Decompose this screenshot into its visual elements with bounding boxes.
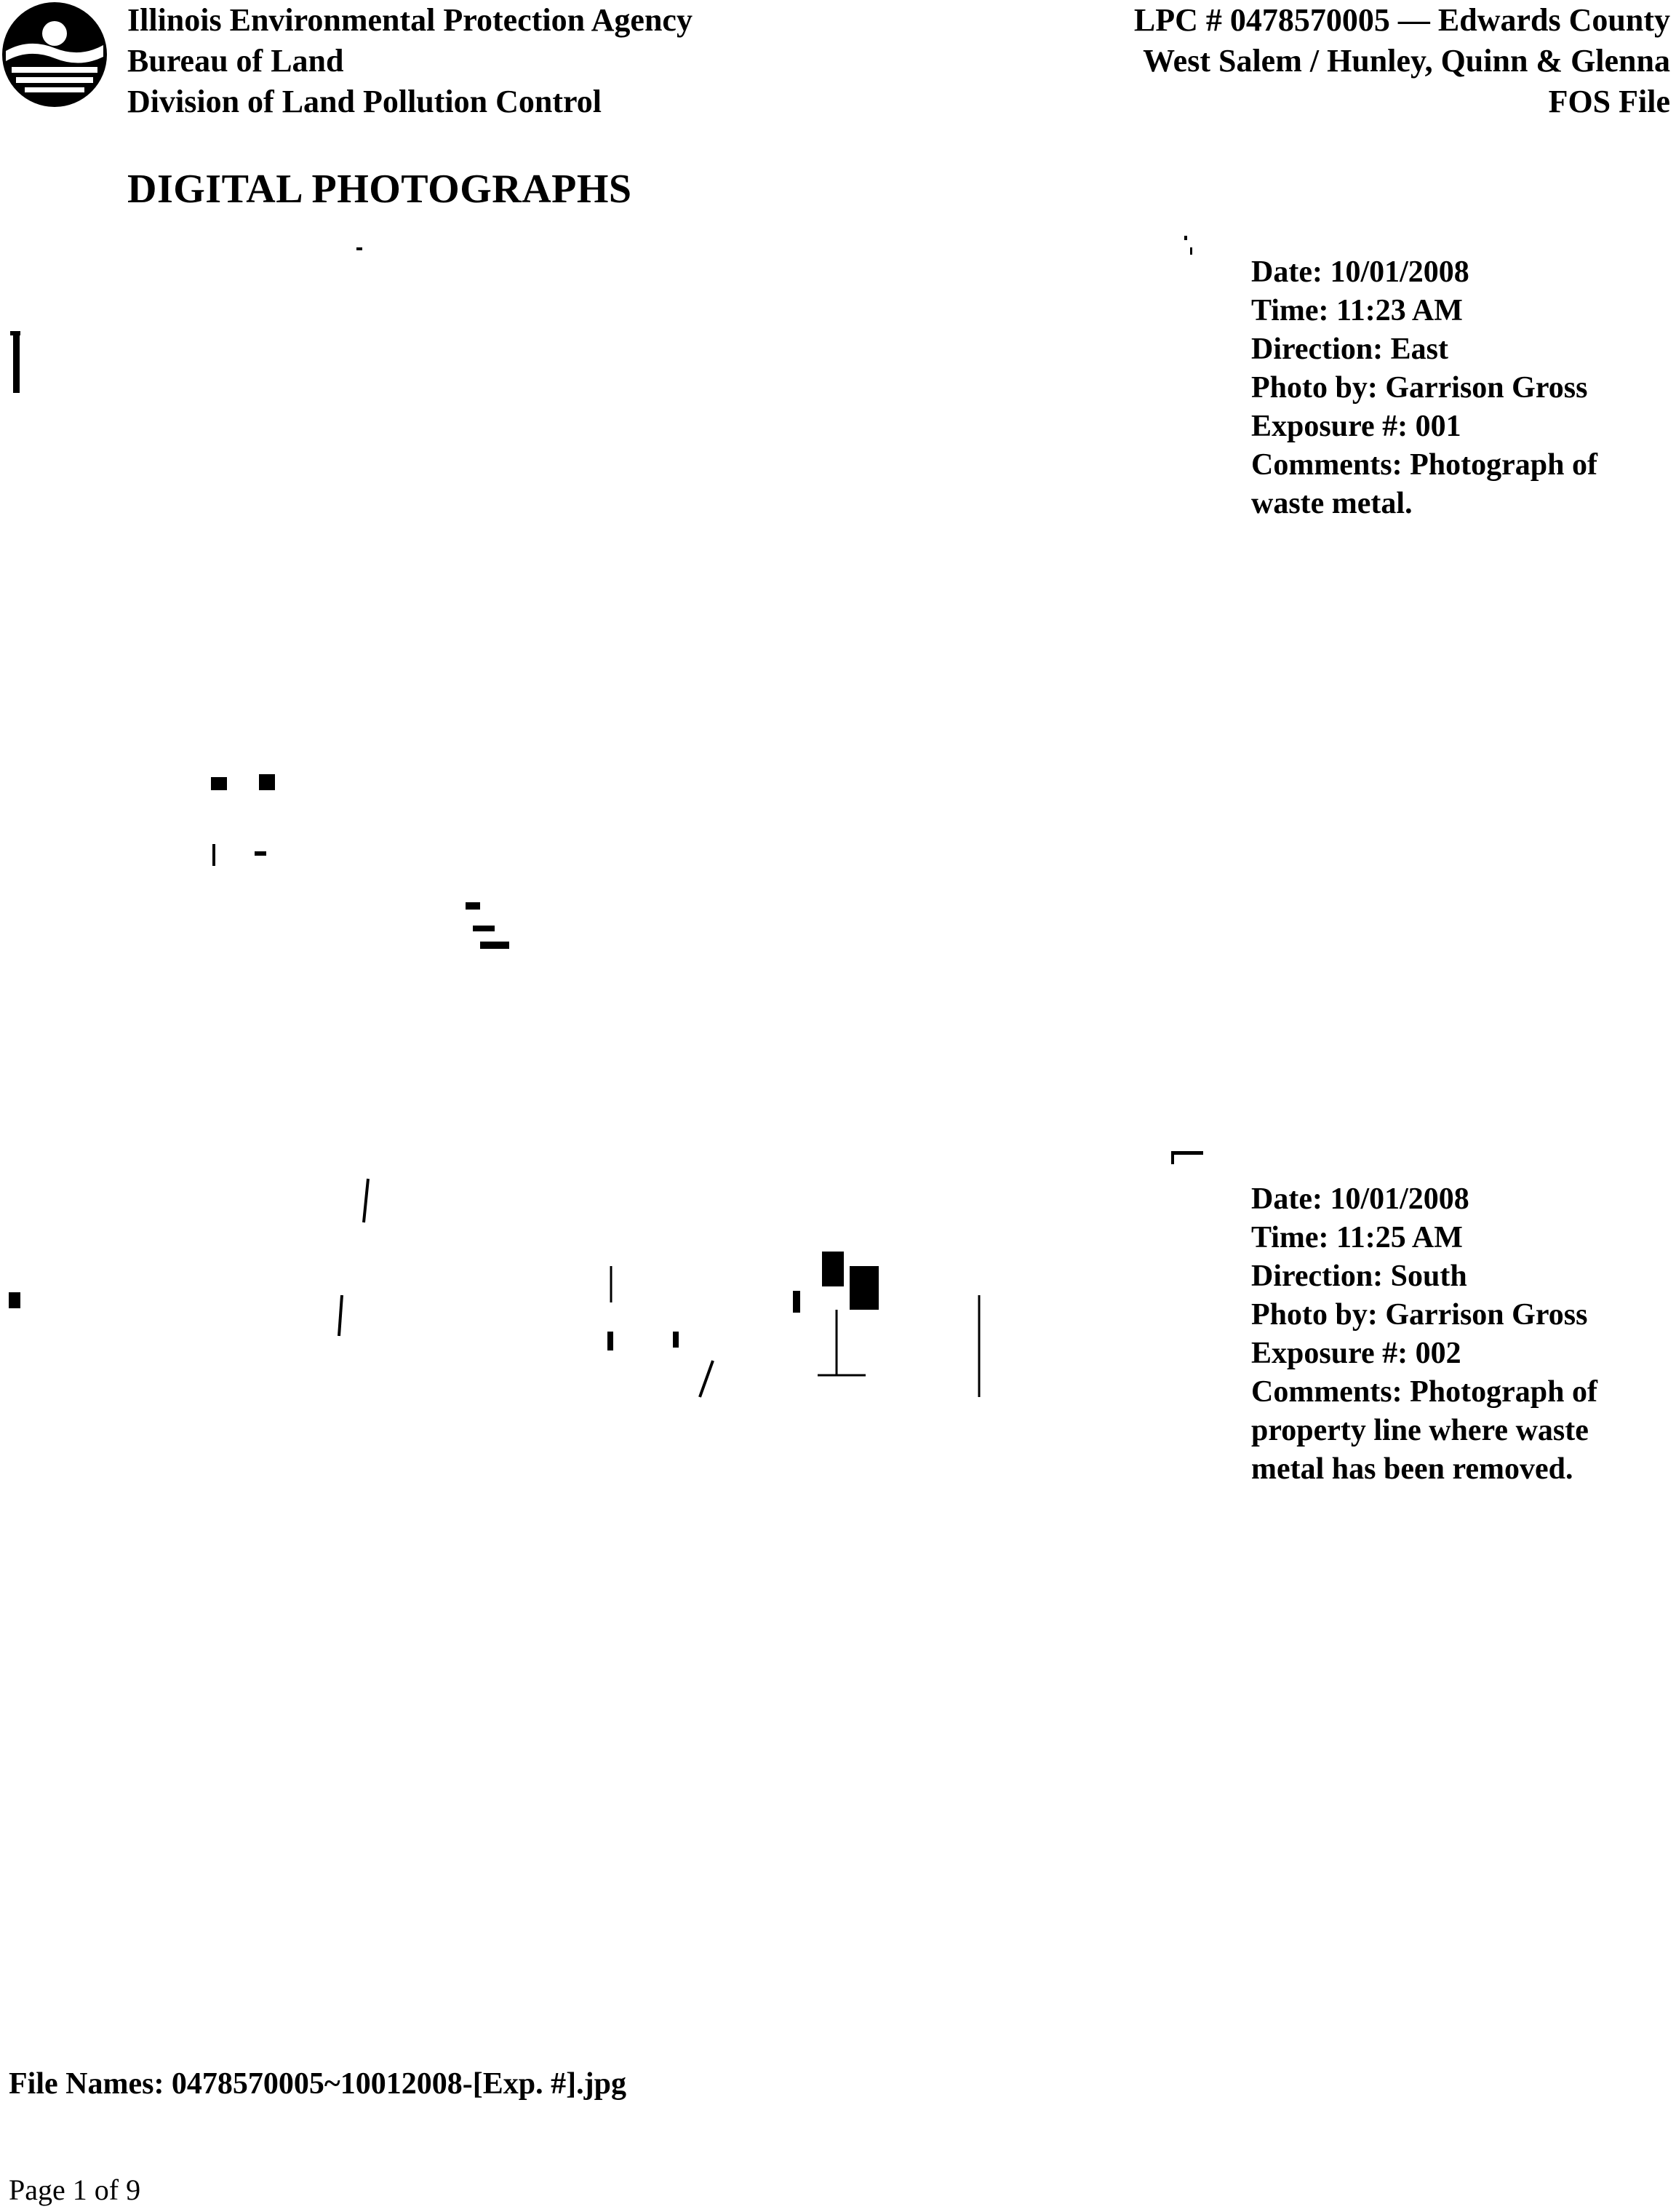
division-name: Division of Land Pollution Control [127,84,602,119]
photo-2-photographer: Photo by: Garrison Gross [1251,1298,1588,1332]
site-lpc-number: LPC # 0478570005 — Edwards County [1133,2,1670,38]
photo-1-direction: Direction: East [1251,333,1449,366]
photo-1-comments: Comments: Photograph of waste metal. [1251,448,1597,520]
file-names: File Names: 0478570005~10012008-[Exp. #].jpg [9,2067,626,2101]
photo-2-comments: Comments: Photograph of property line where waste metal has been removed. [1251,1375,1597,1486]
bureau-name: Bureau of Land [127,43,344,79]
page-number: Page 1 of 9 [9,2173,141,2206]
page-title: DIGITAL PHOTOGRAPHS [127,167,632,212]
photo-1-exposure: Exposure #: 001 [1251,410,1461,443]
file-type: FOS File [1548,84,1670,119]
photo-1-time: Time: 11:23 AM [1251,294,1463,327]
photo-2-time: Time: 11:25 AM [1251,1221,1463,1254]
photo-2-exposure: Exposure #: 002 [1251,1337,1461,1370]
photo-1-photographer: Photo by: Garrison Gross [1251,371,1588,405]
site-name: West Salem / Hunley, Quinn & Glenna [1143,43,1670,79]
photo-2-date: Date: 10/01/2008 [1251,1182,1469,1216]
agency-name: Illinois Environmental Protection Agency [127,2,693,38]
photo-1-date: Date: 10/01/2008 [1251,255,1469,289]
photo-2-direction: Direction: South [1251,1260,1467,1293]
